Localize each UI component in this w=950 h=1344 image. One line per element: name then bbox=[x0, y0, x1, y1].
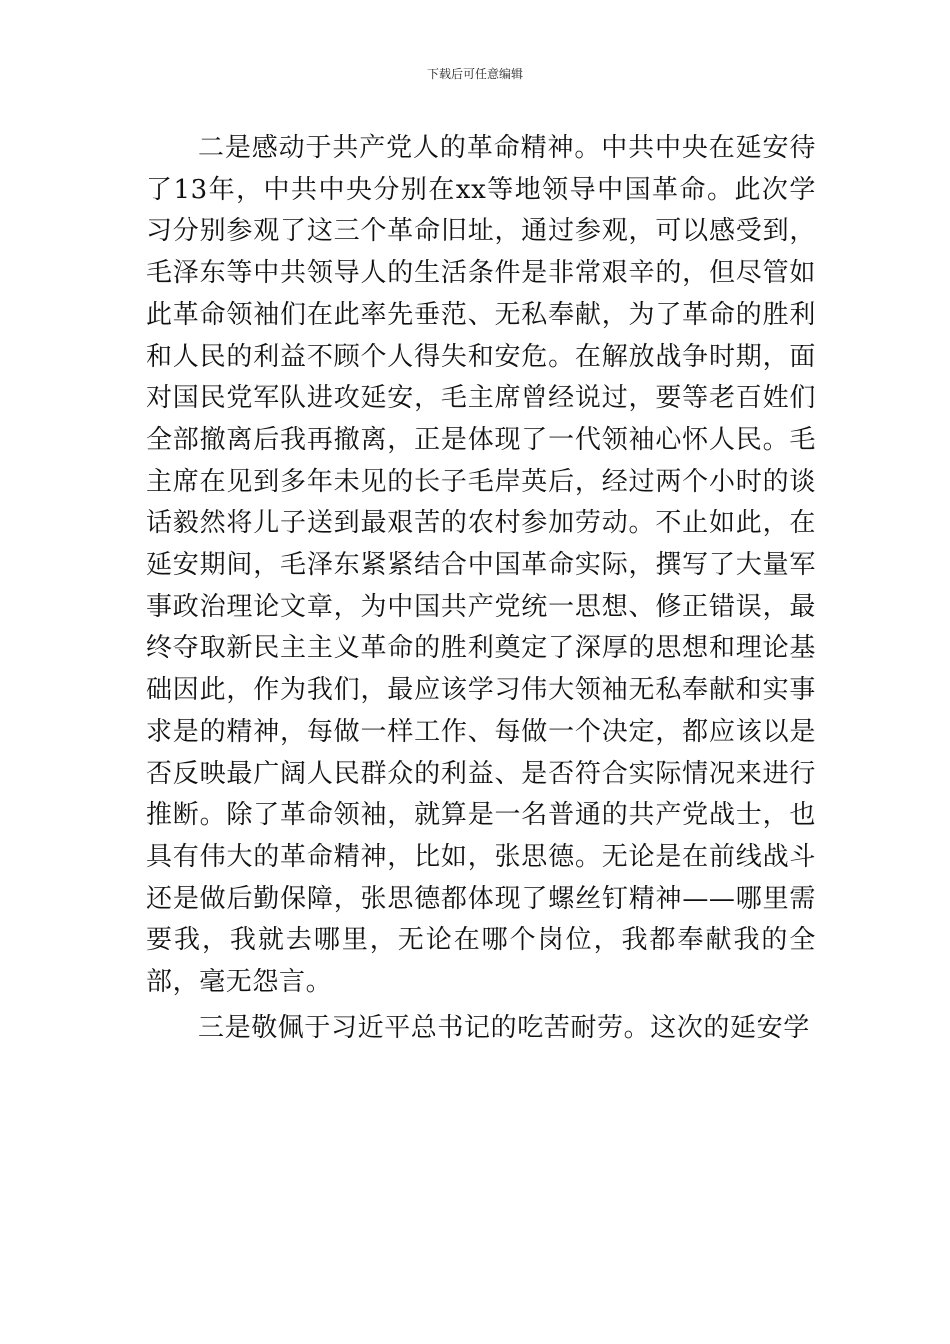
document-body bbox=[146, 128, 816, 1049]
header-note: 下载后可任意编辑 bbox=[426, 67, 523, 81]
paragraph-hard-work: 三是敬佩于习近平总书记的吃苦耐劳。这次的延安学 bbox=[198, 1012, 810, 1043]
paragraph-revolutionary-spirit: 二是感动于共产党人的革命精神。中共中央在延安待了13年，中共中央分别在xx等地领导中国革命。此次学习分别参观了这三个革命旧址，通过参观，可以感受到，毛泽东等中共领导人的生活条件是非常艰辛的，但尽管如此革命领袖们在此率先垂范、无私奉献，为了革命的胜利和人民的利益不顾个人得失和安危。在解放战争时期，面对国民党军队进攻延安，毛主席曾经说过，要等老百姓们全部撤离后我再撤离，正是体现了一代领袖心怀人民。毛主席在见到多年未见的长子毛岸英后，经过两个小时的谈话毅然将儿子送到最艰苦的农村参加劳动。不止如此，在延安期间，毛泽东紧紧结合中国革命实际，撰写了大量军事政治理论文章，为中国共产党统一思想、修正错误，最终夺取新民主主义革命的胜利奠定了深厚的思想和理论基础因此，作为我们，最应该学习伟大领袖无私奉献和实事求是的精神，每做一样工作、每做一个决定，都应该以是否反映最广阔人民群众的利益、是否符合实际情况来进行推断。除了革命领袖，就算是一名普通的共产党战士，也具有伟大的革命精神，比如，张思德。无论是在前线战斗还是做后勤保障，张思德都体现了螺丝钉精神——哪里需要我，我就去哪里，无论在哪个岗位，我都奉献我的全部，毫无怨言。 bbox=[146, 133, 816, 998]
page-header bbox=[0, 66, 950, 82]
